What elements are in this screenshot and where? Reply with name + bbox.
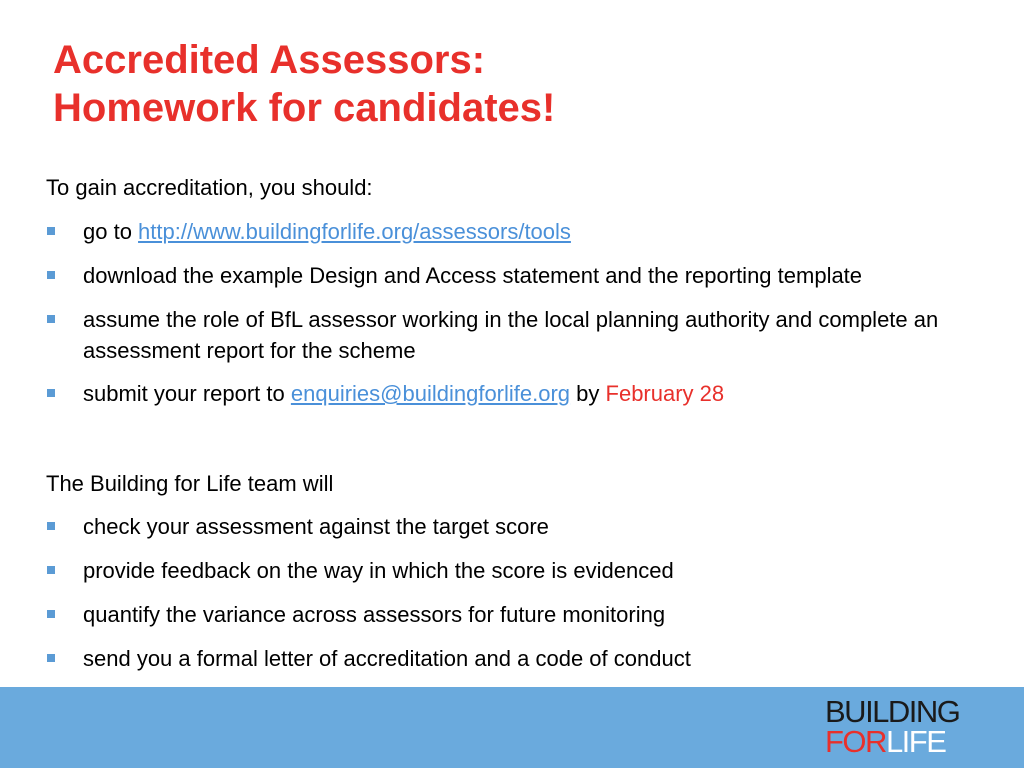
square-bullet-icon [47, 610, 55, 618]
square-bullet-icon [47, 315, 55, 323]
square-bullet-icon [47, 654, 55, 662]
item-text: assume the role of BfL assessor working in the local planning authority and complete an assessment report for the scheme [83, 307, 939, 363]
title-line-2: Homework for candidates! [53, 86, 556, 130]
title-line-1: Accredited Assessors: [53, 38, 486, 82]
list-item [46, 555, 1006, 586]
list-item [46, 378, 1006, 409]
tools-link[interactable]: http://www.buildingforlife.org/assessors/tools [138, 219, 571, 244]
section2-intro: The Building for Life team will [46, 471, 334, 496]
list-item [46, 216, 1006, 247]
square-bullet-icon [47, 522, 55, 530]
building-for-life-logo [825, 694, 985, 759]
logo-line-1: BUILDING [825, 694, 960, 729]
square-bullet-icon [47, 271, 55, 279]
item-middle: by [570, 381, 606, 406]
email-link[interactable]: enquiries@buildingforlife.org [290, 381, 571, 406]
list-item [46, 304, 1006, 366]
logo-life: LIFE [885, 724, 946, 759]
item-text: quantify the variance across assessors for future monitoring [83, 602, 666, 627]
list-item [46, 599, 1006, 630]
square-bullet-icon [47, 566, 55, 574]
list-item [46, 643, 1006, 674]
square-bullet-icon [47, 389, 55, 397]
section1-intro: To gain accreditation, you should: [46, 175, 373, 200]
item-prefix: go to [83, 219, 139, 244]
item-text: download the example Design and Access statement and the reporting template [83, 263, 863, 288]
list-item [46, 511, 1006, 542]
logo-line-2 [825, 724, 985, 759]
section1-list [46, 216, 1006, 409]
deadline-date: February 28 [605, 381, 725, 406]
section2-list [46, 511, 1006, 674]
logo-for: FOR [825, 724, 886, 759]
square-bullet-icon [47, 227, 55, 235]
item-text: send you a formal letter of accreditation and a code of conduct [83, 646, 691, 671]
item-text: provide feedback on the way in which the score is evidenced [83, 558, 674, 583]
item-text: check your assessment against the target score [83, 514, 549, 539]
slide-title [53, 36, 993, 132]
item-prefix: submit your report to [83, 381, 291, 406]
list-item [46, 260, 1006, 291]
